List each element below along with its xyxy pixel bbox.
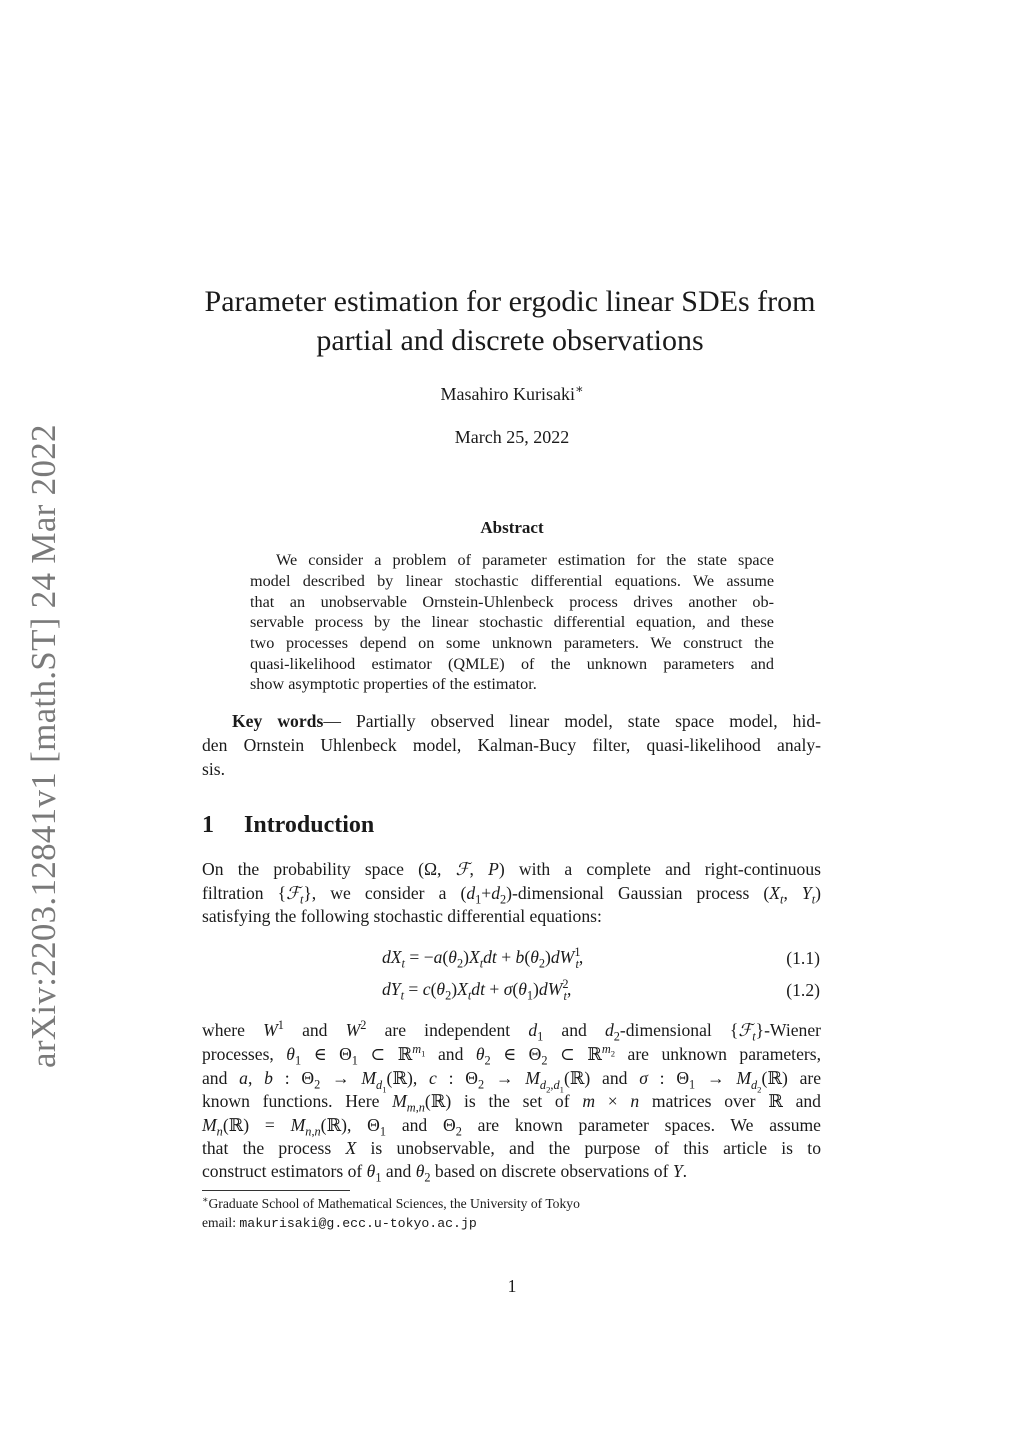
footnote-affiliation-text: Graduate School of Mathematical Sciences, the University of Tokyo bbox=[208, 1196, 580, 1211]
equation-1-2: $dY_t = c(\theta_2)X_tdt + \sigma(\theta_1)dW^2_t$, bbox=[382, 977, 572, 1003]
section-heading bbox=[202, 812, 374, 839]
section-number: 1 bbox=[202, 812, 214, 838]
abstract-line: quasi-likelihood estimator (QMLE) of the unknown parameters and bbox=[250, 655, 774, 673]
equation-lhs: dY bbox=[382, 979, 401, 999]
equation-1-1: $dX_t = -a(\theta_2)X_tdt + b(\theta_2)dW^1_t$, bbox=[382, 945, 584, 971]
intro-paragraph-line: processes, $\theta_1$ ∈ $\Theta_1$ ⊂ ℝ$^{m_1}$ and $\theta_2$ ∈ $\Theta_2$ ⊂ ℝ$^{m_2}$ are unknown parameters, bbox=[202, 1042, 821, 1068]
intro-paragraph-line: filtration {ℱ$_t$}, we consider a $(d_1+d_2)$-dimensional Gaussian process ($X_t$, $Y_t$) bbox=[202, 883, 821, 907]
equation-number: (1.1) bbox=[786, 948, 820, 968]
abstract-heading: Abstract bbox=[480, 518, 544, 537]
arxiv-sidebar-stamp: arXiv:2203.12841v1 [math.ST] 24 Mar 2022 bbox=[24, 424, 63, 1068]
abstract-line: servable process by the linear stochastic differential equation, and these bbox=[250, 613, 774, 631]
paper-title-line-1: Parameter estimation for ergodic linear SDEs from bbox=[204, 285, 816, 318]
author-footnote-mark: ∗ bbox=[574, 382, 584, 396]
keywords-line-1 bbox=[232, 710, 821, 733]
footnote-rule bbox=[202, 1190, 350, 1191]
author-name: Masahiro Kurisaki bbox=[440, 384, 575, 404]
intro-paragraph-line: On the probability space (Ω, ℱ, P) with a complete and right-continuous bbox=[202, 859, 822, 879]
keywords-line-3: sis. bbox=[202, 759, 225, 779]
abstract-line: We consider a problem of parameter estimation for the state space bbox=[276, 551, 774, 569]
abstract-line: that an unobservable Ornstein-Uhlenbeck process drives another ob- bbox=[250, 593, 774, 611]
abstract-line: show asymptotic properties of the estimator. bbox=[250, 675, 537, 693]
intro-paragraph-line: that the process X is unobservable, and the purpose of this article is to bbox=[202, 1138, 821, 1158]
intro-paragraph-line: where $W^1$ and $W^2$ are independent $d_1$ and $d_2$-dimensional {ℱ$_t$}-Wiener bbox=[202, 1018, 821, 1044]
footnote-email-label: email: bbox=[202, 1215, 240, 1230]
intro-paragraph-line: construct estimators of $\theta_1$ and $\theta_2$ based on discrete observations of Y. bbox=[202, 1161, 688, 1185]
intro-paragraph-line: satisfying the following stochastic differential equations: bbox=[202, 906, 602, 926]
footnote-affiliation bbox=[202, 1196, 580, 1212]
keywords-line-2: den Ornstein Uhlenbeck model, Kalman-Bucy filter, quasi-likelihood analy- bbox=[202, 735, 821, 755]
footnote-mark: ∗ bbox=[202, 1195, 209, 1206]
equation-number: (1.2) bbox=[786, 980, 820, 1000]
abstract-line: two processes depend on some unknown parameters. We construct the bbox=[250, 634, 774, 652]
paper-title-line-2: partial and discrete observations bbox=[316, 324, 704, 357]
section-title: Introduction bbox=[244, 812, 375, 838]
page-number: 1 bbox=[507, 1276, 517, 1296]
footnote-email bbox=[202, 1215, 477, 1231]
equation-lhs: dX bbox=[382, 947, 402, 967]
intro-paragraph-line: known functions. Here $M_{m,n}(ℝ)$ is the set of m × n matrices over ℝ and bbox=[202, 1091, 821, 1115]
keywords-label: Key words bbox=[232, 711, 324, 731]
footnote-email-address: makurisaki@g.ecc.u-tokyo.ac.jp bbox=[239, 1216, 477, 1231]
keywords-text: — Partially observed linear model, state space model, hid- bbox=[323, 711, 821, 731]
intro-paragraph-line: $M_n(ℝ)$ = $M_{n,n}(ℝ)$, $\Theta_1$ and $\Theta_2$ are known parameter spaces. We assume bbox=[202, 1115, 821, 1139]
abstract-line: model described by linear stochastic differential equations. We assume bbox=[250, 572, 774, 590]
intro-paragraph-line: and a, b : $\Theta_2$ → $M_{d_1}(ℝ)$, c : $\Theta_2$ → $M_{d_2,d_1}(ℝ)$ and σ : $\Theta_1$ → $M_{d_2}(ℝ)$ are bbox=[202, 1068, 822, 1094]
paper-date: March 25, 2022 bbox=[454, 427, 570, 447]
author bbox=[400, 384, 624, 405]
